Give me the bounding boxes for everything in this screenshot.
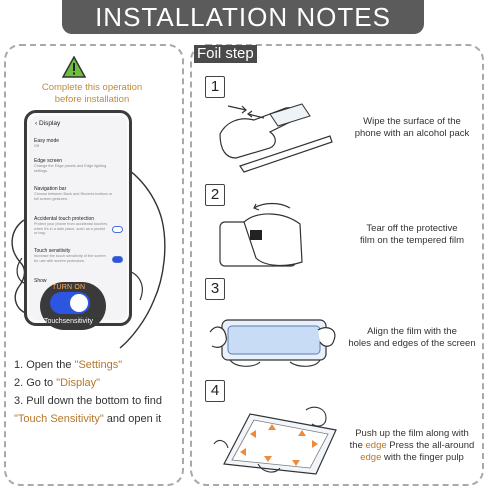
page-title: INSTALLATION NOTES — [95, 1, 391, 32]
operation-notice: Complete this operation before installation — [41, 82, 143, 105]
step-3-text: Align the film with the holes and edges of the screen — [348, 326, 476, 349]
step-2-text: Tear off the protective film on the tempered film — [359, 223, 464, 246]
step-1-text: Wipe the surface of the phone with an alcohol pack — [354, 116, 470, 139]
step-number-3: 3 — [205, 278, 225, 300]
foil-step-title: Foil step — [194, 45, 257, 63]
settings-instructions — [14, 356, 182, 428]
accidental-touch-toggle — [112, 226, 123, 233]
setting-easy-mode: Easy mode Off — [34, 138, 60, 148]
instruction-line: 1. Open the "Settings" — [14, 359, 123, 371]
setting-edge-screen: Edge screen Change the Edge panels and Edge lighting settings. — [34, 158, 107, 173]
wipe-illustration — [200, 96, 340, 176]
step-number-4: 4 — [205, 380, 225, 402]
step-number-2: 2 — [205, 184, 225, 206]
instruction-line: 2. Go to "Display" — [14, 377, 101, 389]
setting-show: Show — [34, 278, 47, 284]
touch-sensitivity-toggle — [50, 292, 90, 314]
instruction-line: 3. Pull down the bottom to find — [14, 395, 162, 407]
setting-navigation-bar: Navigation bar Choose between Back and Recents buttons or full screen gestures. — [34, 186, 113, 201]
title-banner — [62, 0, 424, 34]
touch-sensitivity-label: Touchsensitivity — [44, 318, 94, 325]
press-edges-illustration — [210, 404, 344, 476]
turn-on-label: TURN ON — [52, 284, 86, 291]
step-number-1: 1 — [205, 76, 225, 98]
setting-touch-sensitivity: Touch sensitivity Increase the touch sensitivity of the screen for use with screen protectors. — [34, 248, 106, 263]
instruction-line: "Touch Sensitivity" and open it — [14, 413, 162, 425]
warning-icon — [62, 56, 86, 78]
display-screen-header: ‹ Display — [35, 120, 61, 127]
toggle-knob — [70, 294, 88, 312]
align-film-illustration — [206, 312, 340, 370]
setting-accidental-touch: Accidental touch protection Protect your phone from accidental touches when it's in a dark place, such as a pocket or bag. — [34, 216, 108, 236]
touch-sensitivity-mini-toggle — [112, 256, 123, 263]
step-4-text: Push up the film along with the edge Press the all-around edge with the finger pulp — [349, 428, 475, 463]
peel-film-illustration — [214, 202, 338, 272]
